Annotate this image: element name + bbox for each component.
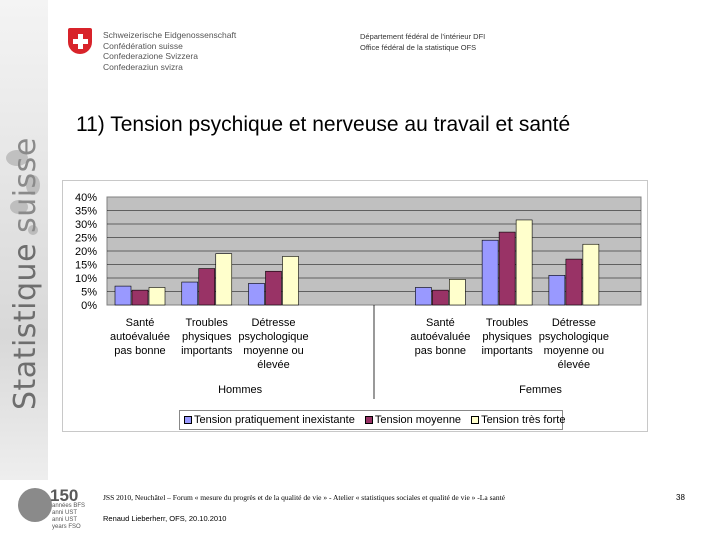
x-category-label: physiques bbox=[482, 331, 532, 343]
legend-item bbox=[471, 414, 565, 426]
footer-author: Renaud Lieberherr, OFS, 20.10.2010 bbox=[103, 514, 227, 523]
y-tick-label: 0% bbox=[81, 300, 97, 312]
anniversary-number: 150 bbox=[50, 486, 79, 505]
bar bbox=[566, 259, 582, 305]
legend-item bbox=[184, 414, 355, 426]
confederation-names: Schweizerische Eidgenossenschaft Confédération suisse Confederazione Svizzera Confederaziun svizra bbox=[103, 30, 237, 72]
slide-title: 11) Tension psychique et nerveuse au travail et santé bbox=[76, 113, 571, 136]
bar bbox=[549, 275, 565, 305]
x-category-label: moyenne ou bbox=[543, 345, 605, 357]
y-tick-label: 20% bbox=[74, 246, 97, 258]
legend-label: Tension très forte bbox=[481, 414, 566, 426]
y-tick-label: 15% bbox=[74, 259, 97, 272]
x-category-label: autoévaluée bbox=[110, 331, 170, 343]
chart-legend bbox=[179, 410, 566, 430]
x-category-label: moyenne ou bbox=[243, 345, 304, 357]
x-category-label: Détresse bbox=[251, 317, 296, 329]
bar bbox=[182, 282, 198, 305]
x-category-label: Santé bbox=[426, 317, 455, 329]
legend-label: Tension pratiquement inexistante bbox=[194, 414, 355, 426]
y-tick-label: 10% bbox=[74, 273, 97, 285]
x-category-label: autoévaluée bbox=[410, 331, 471, 343]
chart-canvas bbox=[63, 181, 649, 433]
legend-item bbox=[365, 414, 461, 426]
bar bbox=[216, 254, 232, 305]
x-category-label: Détresse bbox=[551, 317, 596, 329]
legend-label: Tension moyenne bbox=[374, 414, 462, 426]
y-tick-label: 30% bbox=[74, 219, 97, 231]
bar bbox=[283, 256, 299, 305]
bar bbox=[149, 287, 165, 305]
bar-chart bbox=[62, 180, 648, 432]
bar bbox=[516, 220, 532, 305]
x-category-label: pas bonne bbox=[414, 345, 467, 357]
y-tick-label: 25% bbox=[74, 232, 97, 245]
department-header: Département fédéral de l'intérieur DFI Office fédéral de la statistique OFS bbox=[360, 32, 486, 52]
bar bbox=[115, 286, 131, 305]
y-tick-label: 5% bbox=[81, 286, 97, 299]
bar bbox=[583, 244, 599, 305]
x-category-label: psychologique bbox=[238, 331, 309, 343]
x-category-label: Santé bbox=[125, 317, 155, 329]
bar bbox=[449, 279, 465, 305]
bar bbox=[432, 290, 448, 305]
x-category-label: importants bbox=[181, 345, 233, 357]
x-category-label: Troubles bbox=[485, 317, 529, 329]
bar bbox=[415, 287, 431, 305]
x-group-label: Hommes bbox=[218, 384, 263, 396]
legend-swatch bbox=[471, 416, 479, 424]
legend-swatch bbox=[365, 416, 373, 424]
page-number: 38 bbox=[676, 493, 685, 502]
footer-event: JSS 2010, Neuchâtel – Forum « mesure du progrès et de la qualité de vie » - Atelier « statistiques sociales et qualité de vie » -La santé bbox=[103, 493, 505, 502]
bar bbox=[499, 232, 515, 305]
y-tick-label: 40% bbox=[74, 192, 97, 204]
swiss-flag-icon bbox=[68, 28, 92, 54]
x-category-label: élevée bbox=[257, 359, 290, 371]
x-category-label: physiques bbox=[181, 331, 232, 343]
x-category-label: élevée bbox=[557, 359, 591, 371]
legend-swatch bbox=[184, 416, 192, 424]
x-category-label: Troubles bbox=[185, 317, 228, 329]
bar bbox=[266, 271, 282, 305]
x-group-label: Femmes bbox=[519, 384, 562, 396]
y-tick-label: 35% bbox=[74, 205, 97, 218]
bar bbox=[132, 290, 148, 305]
bar bbox=[199, 269, 215, 305]
x-category-label: pas bonne bbox=[114, 345, 166, 357]
x-category-label: psychologique bbox=[538, 331, 610, 343]
x-category-label: importants bbox=[481, 345, 533, 357]
bar bbox=[482, 240, 498, 305]
anniversary-subtitle: années BFS anni UST anni UST years FSO bbox=[52, 503, 86, 530]
brand-vertical-text: Statistique suisse bbox=[8, 137, 43, 410]
bar bbox=[249, 283, 265, 305]
